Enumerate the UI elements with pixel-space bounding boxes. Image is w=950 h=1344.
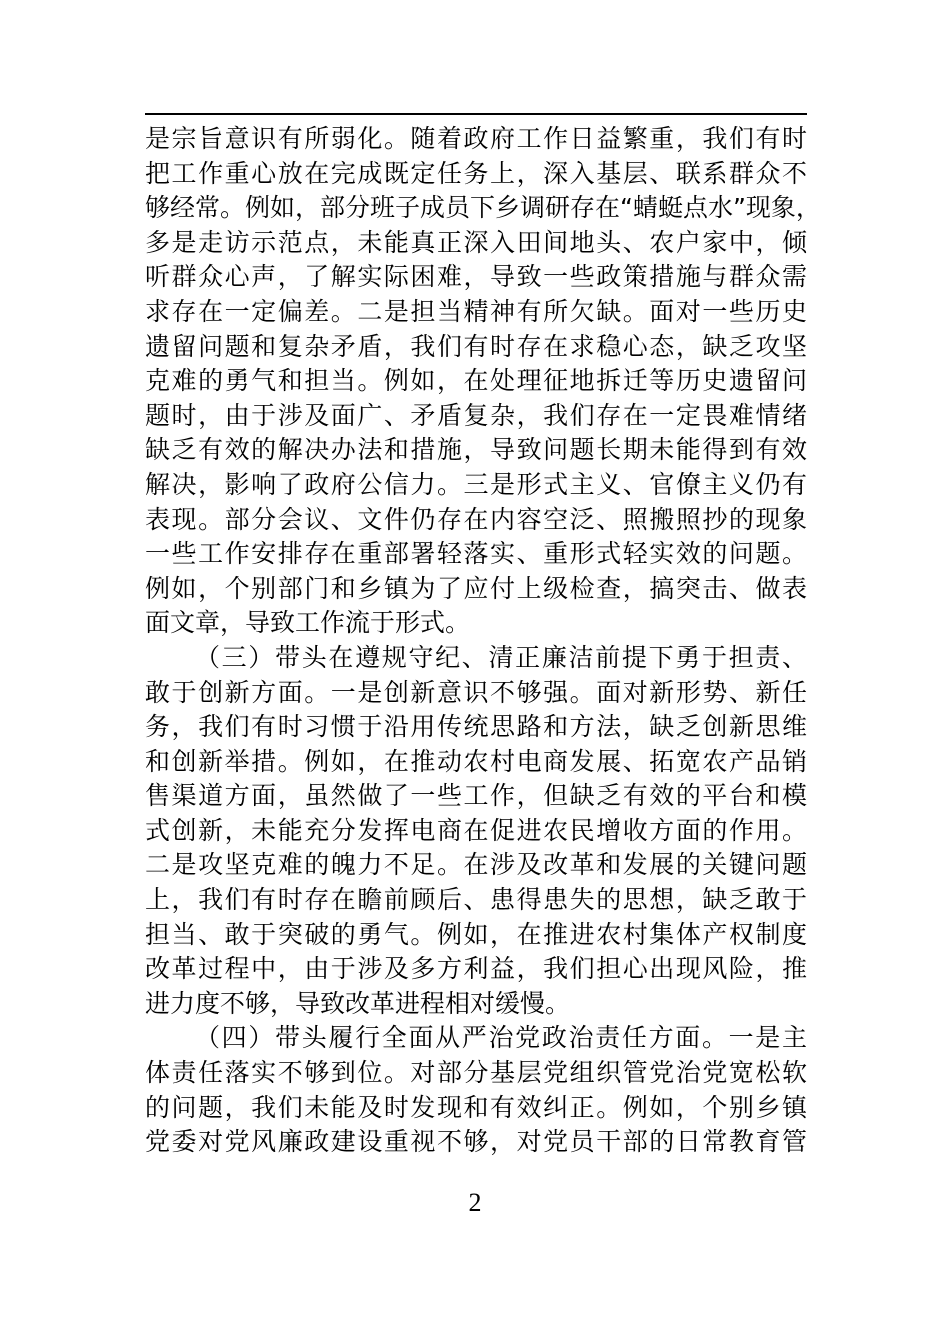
text-line: 把工作重心放在完成既定任务上，深入基层、联系群众不: [145, 158, 807, 188]
text-line: 表现。部分会议、文件仍存在内容空泛、照搬照抄的现象: [145, 504, 807, 534]
text-line: 进力度不够，导致改革进程相对缓慢。: [145, 988, 571, 1018]
header-rule: [145, 113, 807, 115]
text-line: 遗留问题和复杂矛盾，我们有时存在求稳心态，缺乏攻坚: [145, 331, 807, 361]
text-line: 改革过程中，由于涉及多方利益，我们担心出现风险，推: [145, 954, 807, 984]
text-line: 题时，由于涉及面广、矛盾复杂，我们存在一定畏难情绪: [145, 400, 807, 430]
text-line: 一些工作安排存在重部署轻落实、重形式轻实效的问题。: [145, 539, 807, 569]
text-line: 解决，影响了政府公信力。三是形式主义、官僚主义仍有: [145, 469, 807, 499]
text-line: 和创新举措。例如，在推动农村电商发展、拓宽农产品销: [145, 746, 807, 776]
section-heading-line: （三）带头在遵规守纪、清正廉洁前提下勇于担责、: [195, 642, 807, 672]
text-line: 克难的勇气和担当。例如，在处理征地拆迁等历史遗留问: [145, 366, 807, 396]
text-line: 二是攻坚克难的魄力不足。在涉及改革和发展的关键问题: [145, 850, 807, 880]
section-heading-line: （四）带头履行全面从严治党政治责任方面。一是主: [195, 1023, 807, 1053]
text-line: 式创新，未能充分发挥电商在促进农民增收方面的作用。: [145, 815, 807, 845]
text-line: 多是走访示范点，未能真正深入田间地头、农户家中，倾: [145, 227, 807, 257]
text-line: 敢于创新方面。一是创新意识不够强。面对新形势、新任: [145, 677, 807, 707]
text-line: 缺乏有效的解决办法和措施，导致问题长期未能得到有效: [145, 435, 807, 465]
text-line: 例如，个别部门和乡镇为了应付上级检查，搞突击、做表: [145, 573, 807, 603]
text-line: 求存在一定偏差。二是担当精神有所欠缺。面对一些历史: [145, 296, 807, 326]
text-line: 体责任落实不够到位。对部分基层党组织管党治党宽松软: [145, 1058, 807, 1088]
text-line: 上，我们有时存在瞻前顾后、患得患失的思想，缺乏敢于: [145, 885, 807, 915]
page-number: 2: [468, 1188, 482, 1217]
body-text: [145, 122, 821, 1160]
text-line: 的问题，我们未能及时发现和有效纠正。例如，个别乡镇: [145, 1092, 807, 1122]
text-line: 面文章，导致工作流于形式。: [145, 608, 471, 638]
text-line: 够经常。例如，部分班子成员下乡调研存在“蜻蜓点水”现象，: [145, 193, 821, 223]
text-line: 党委对党风廉政建设重视不够，对党员干部的日常教育管: [145, 1127, 807, 1157]
text-line: 是宗旨意识有所弱化。随着政府工作日益繁重，我们有时: [145, 124, 807, 153]
text-line: 售渠道方面，虽然做了一些工作，但缺乏有效的平台和模: [145, 781, 807, 811]
text-line: 担当、敢于突破的勇气。例如，在推进农村集体产权制度: [145, 919, 807, 949]
text-line: 务，我们有时习惯于沿用传统思路和方法，缺乏创新思维: [145, 712, 807, 742]
text-line: 听群众心声，了解实际困难，导致一些政策措施与群众需: [145, 262, 807, 292]
